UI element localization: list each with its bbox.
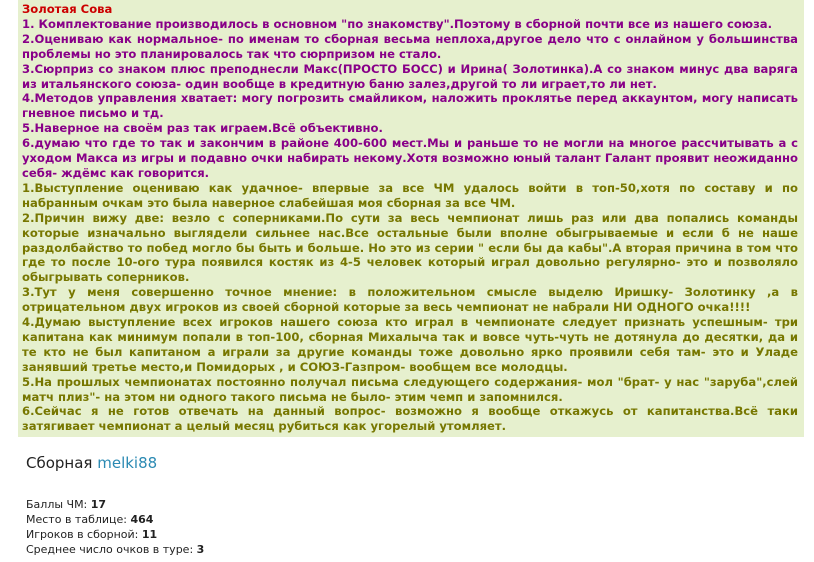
team-stats: [26, 497, 204, 557]
stat-value: 11: [141, 528, 158, 541]
stat-row-points: [26, 497, 204, 512]
team-answer-5: 5.На прошлых чемпионатах постоянно получал письма следующего содержания- мол "брат- у нас "заруба",слей матч плиз"- на этом ни одного такого письма не было- этим чемп и запомнился.: [22, 374, 798, 404]
team-header: [26, 454, 157, 472]
stat-value: 3: [196, 543, 205, 556]
owl-answer-2: 2.Оцениваю как нормальное- по именам то сборная весьма неплоха,другое дело что с онлайном у большинства проблемы но это планировалось так что сюрпризом не стало.: [22, 31, 798, 61]
owl-answer-6: 6.думаю что где то так и закончим в районе 400-600 мест.Мы и раньше то не могли на многое рассчитывать а с уходом Макса из игры и подавно очки набирать некому.Хотя возможно юный талант Галант проявит неожиданно себя- ждёмс как говорится.: [22, 136, 798, 180]
stat-value: 464: [130, 513, 154, 526]
stat-label: Среднее число очков в туре:: [26, 543, 194, 556]
stat-row-average: [26, 542, 204, 557]
team-captain-link[interactable]: melki88: [97, 454, 158, 472]
owl-answer-4: 4.Методов управления хватает: могу погрозить смайликом, наложить проклятье перед аккаунтом, могу написать гневное письмо и тд.: [22, 91, 798, 121]
owl-answer-5: 5.Наверное на своём раз так играем.Всё объективно.: [22, 121, 383, 136]
stat-value: 17: [90, 498, 107, 511]
owl-answer-1: 1. Комплектование производилось в основном "по знакомству".Поэтому в сборной почти все из нашего союза.: [22, 16, 773, 31]
stat-label: Игроков в сборной:: [26, 528, 139, 541]
stat-row-place: [26, 512, 204, 527]
team-label: Сборная: [26, 454, 93, 472]
team-answer-2: 2.Причин вижу две: везло с соперниками.По сути за весь чемпионат лишь раз или два попались команды которые изначально выглядели сильнее нас.Все остальные были вполне обыгрываемые и если б не наше раздолбайство то побед могло бы быть и больше. Но это из серии " если бы да кабы".А вторая причина в том что где то после 10-ого тура появился костяк из 4-5 человек который играл довольно регулярно- это и позволяло обыгрывать соперников.: [22, 210, 798, 285]
team-answer-3: 3.Тут у меня совершенно точное мнение: в положительном смысле выделю Иришку- Золотинку ,а в отрицательном двух игроков из своей сборной которые за весь чемпионат не набрали НИ ОДНОГО очка!!!!: [22, 285, 798, 315]
stat-row-players: [26, 527, 204, 542]
team-answer-1: 1.Выступление оцениваю как удачное- впервые за все ЧМ удалось войти в топ-50,хотя по составу и по набранным очкам это была наверное слабейшая моя сборная за все ЧМ.: [22, 180, 798, 210]
post-body: [22, 2, 798, 434]
stat-label: Место в таблице:: [26, 513, 127, 526]
owl-answer-3: 3.Сюрприз со знаком плюс преподнесли Макс(ПРОСТО БОСС) и Ирина( Золотинка).А со знаком минус два варяга из итальянского союза- один вообще в кредитную баню залез,другой то ли играет,то ли нет.: [22, 61, 798, 91]
post-author: Золотая Сова: [22, 2, 113, 16]
team-answer-6: 6.Сейчас я не готов отвечать на данный вопрос- возможно я вообще откажусь от капитанства.Всё таки затягивает чемпионат а целый месяц рубиться как угорелый утомляет.: [22, 404, 798, 434]
team-answer-4: 4.Думаю выступление всех игроков нашего союза кто играл в чемпионате следует признать успешным- три капитана как минимум попали в топ-100, сборная Михалыча так и вовсе чуть-чуть не дотянула до десятки, да и те кто не был капитаном а играли за другие команды тоже довольно ярко проявили себя там- это и Уладе занявший третье место,и Помидорых , и СОЮЗ-Газпром- вообщем все молодцы.: [22, 315, 798, 374]
stat-label: Баллы ЧМ:: [26, 498, 88, 511]
